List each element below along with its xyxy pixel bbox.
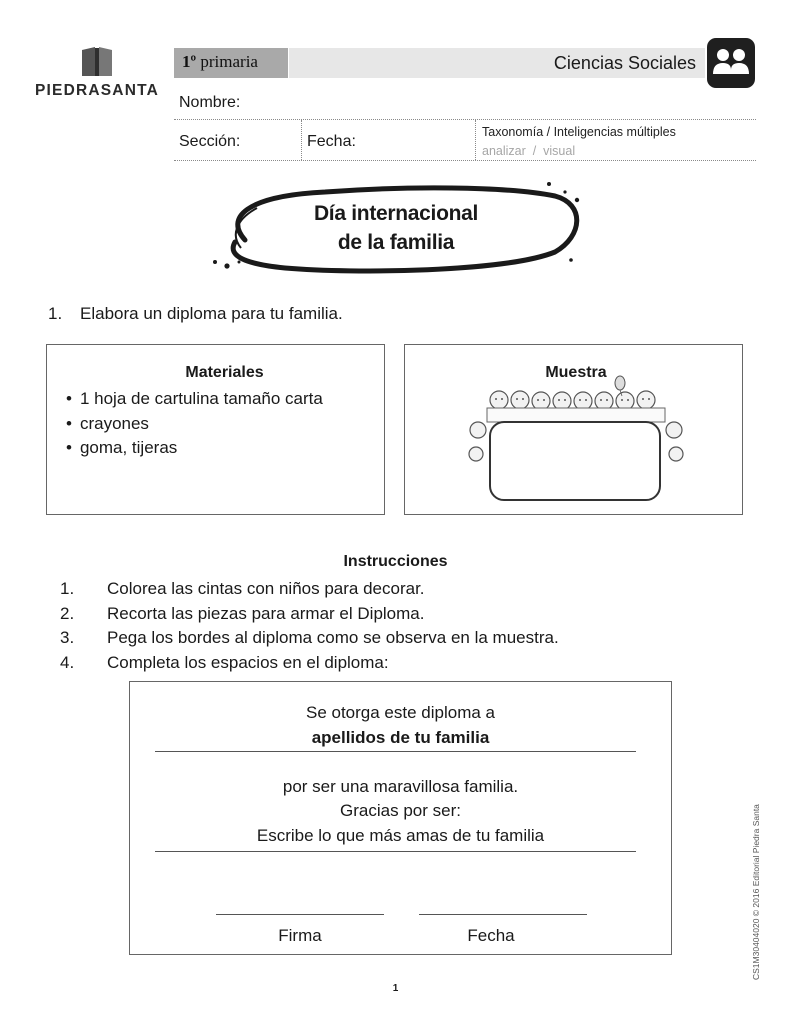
date-line[interactable] [419,914,587,915]
title-banner [205,178,587,278]
diploma-family-name: apellidos de tu familia [311,728,490,747]
diploma-line1: Se otorga este diploma a [305,703,495,722]
list-item [60,651,559,676]
children-frame-illustration [462,374,692,504]
people-icon [707,38,755,88]
diploma-line4: Gracias por ser: [340,801,461,820]
section-label: Sección: [179,133,241,150]
date-label: Fecha: [307,133,356,150]
step-number: 2. [60,603,75,623]
taxonomy-values: analizar / visual [482,144,576,158]
signature-label: Firma [278,926,322,945]
field-separator [301,120,302,160]
grade-name: primaria [200,52,258,71]
name-label: Nombre: [179,94,241,111]
family-name-line[interactable] [155,751,636,752]
question-1 [48,304,343,324]
taxonomy-title: Taxonomía / Inteligencias múltiples [482,125,676,139]
diploma-line5: Escribe lo que más amas de tu familia [256,826,545,845]
list-item [60,626,559,651]
materials-title: Materiales [185,364,264,381]
step-text: Completa los espacios en el diploma: [107,652,389,672]
grade-number: 1º [182,52,197,71]
step-text: Recorta las piezas para armar el Diploma. [107,603,425,623]
list-item: • goma, tijeras [66,436,323,461]
instructions-list [60,577,559,675]
copyright-text: CS1M30404020 © 2016 Editorial Piedra Santa [751,804,761,980]
page-title-line1: Día internacional [313,202,479,225]
list-item: • crayones [66,412,323,437]
instructions-title: Instrucciones [343,553,448,570]
step-text: Colorea las cintas con niños para decorar. [107,579,425,598]
subject-title: Ciencias Sociales [553,53,696,73]
publisher-logo: PIEDRASANTA [35,82,160,99]
section-field-line[interactable] [174,160,756,161]
diploma-line3: por ser una maravillosa familia. [282,777,519,796]
diploma-date-label: Fecha [467,926,515,945]
step-text: Pega los bordes al diploma como se observa en la muestra. [107,628,559,647]
people-icon-graphic [707,38,755,88]
sample-title: Muestra [545,364,607,381]
list-item [60,577,559,602]
love-answer-line[interactable] [155,851,636,852]
grade-label [182,52,258,72]
question-number: 1. [48,304,63,323]
list-item: • 1 hoja de cartulina tamaño carta [66,387,323,412]
list-item [60,602,559,627]
field-separator [475,120,476,160]
question-text: Elabora un diploma para tu familia. [80,304,343,323]
materials-list [66,387,323,461]
book-logo-icon [80,46,114,78]
step-number: 4. [60,652,75,672]
step-number: 3. [60,628,75,647]
page-title-line2: de la familia [337,231,455,254]
step-number: 1. [60,579,75,598]
page-number: 1 [392,983,399,994]
name-field-line[interactable] [174,119,756,120]
signature-line[interactable] [216,914,384,915]
